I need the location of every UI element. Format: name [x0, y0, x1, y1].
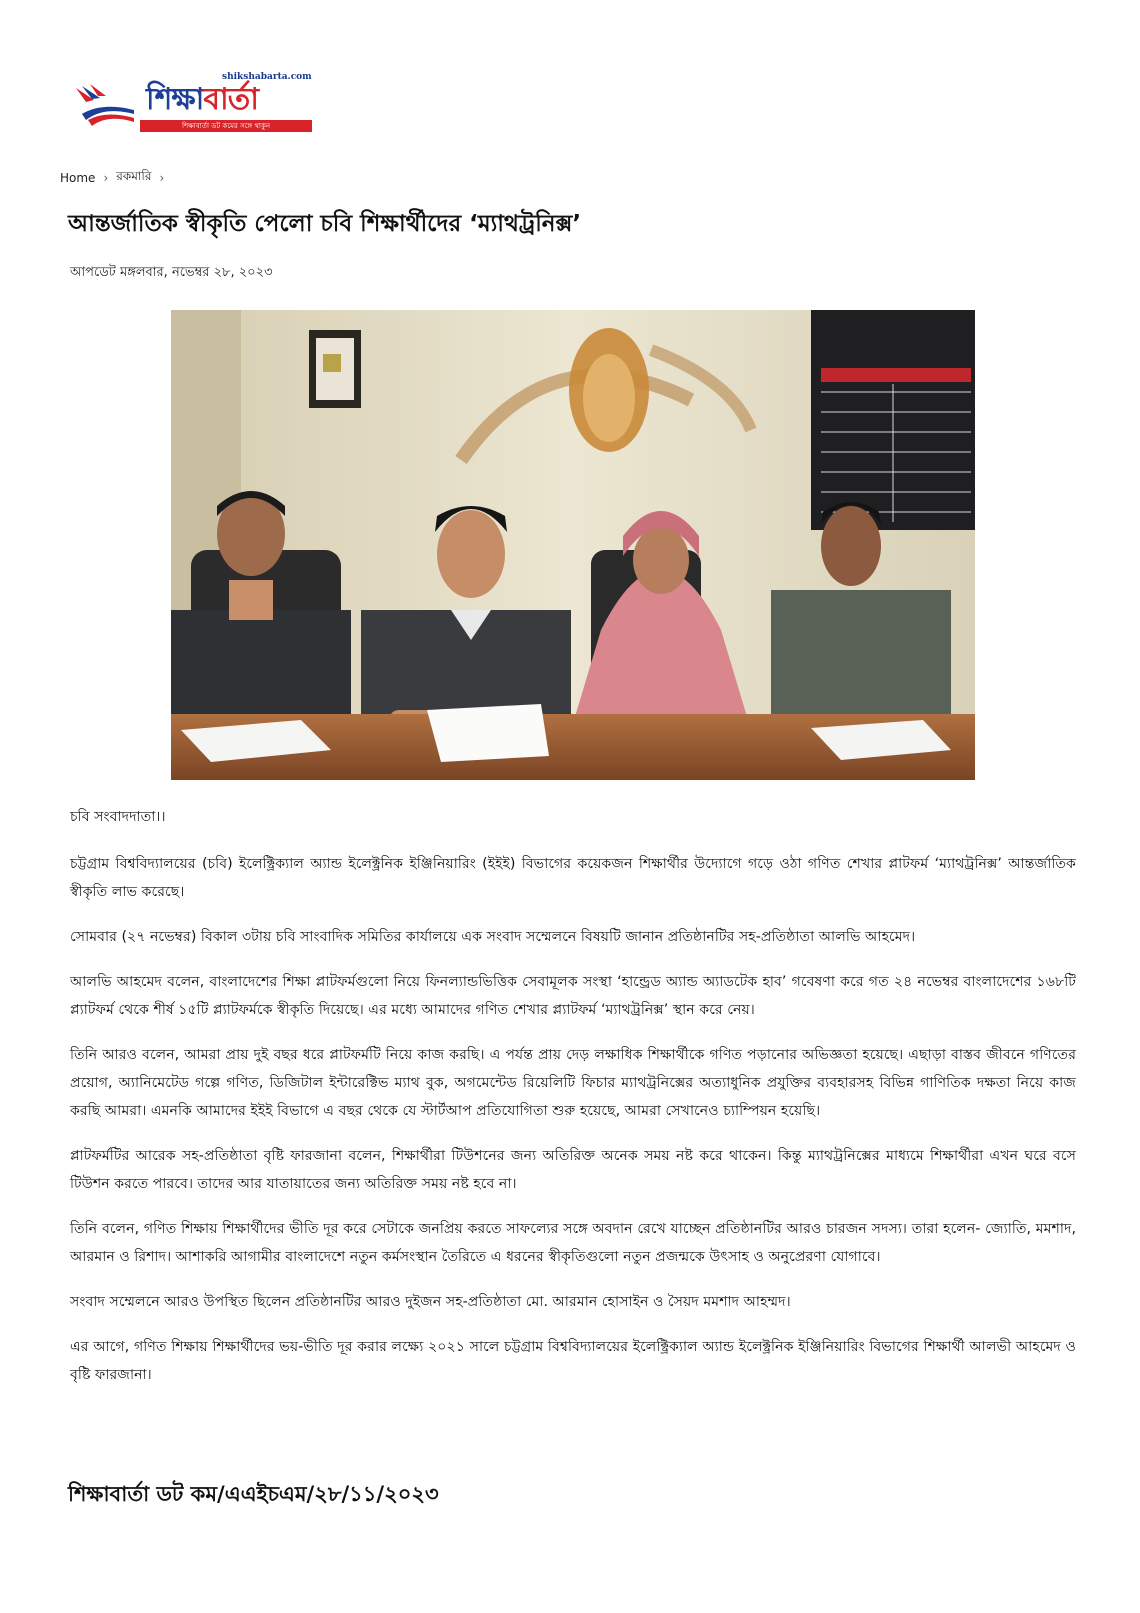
article-paragraph: প্লাটফর্মটির আরেক সহ-প্রতিষ্ঠাতা বৃষ্টি ফারজানা বলেন, শিক্ষার্থীরা টিউশনের জন্য অতিরিক্ত অনেক সময় নষ্ট করে থাকেন। কিন্তু ম্যাথট্রনিক্সের মাধ্যমে শিক্ষার্থীরা এখন ঘরে বসে টিউশন করতে পারবে। তাদের আর যাতায়াতের জন্য অতিরিক্ত সময় নষ্ট হবে না। [70, 1148, 1076, 1192]
article-updated-date: আপডেট মঙ্গলবার, নভেম্বর ২৮, ২০২৩ [70, 265, 273, 280]
article-title: আন্তর্জাতিক স্বীকৃতি পেলো চবি শিক্ষার্থীদের ‘ম্যাথট্রনিক্স’ [68, 211, 582, 237]
breadcrumb-home[interactable]: Home [60, 171, 96, 185]
article-paragraph: তিনি বলেন, গণিত শিক্ষায় শিক্ষার্থীদের ভীতি দূর করে সেটাকে জনপ্রিয় করতে সাফল্যের সঙ্গে অবদান রেখে যাচ্ছেন প্রতিষ্ঠানটির আরও চারজন সদস্য। তারা হলেন- জ্যোতি, মমশাদ, আরমান ও রিশাদ। আশাকরি আগামীর বাংলাদেশে নতুন কর্মসংস্থান তৈরিতে এ ধরনের স্বীকৃতিগুলো নতুন প্রজন্মকে উৎসাহ ও অনুপ্রেরণা যোগাবে। [70, 1221, 1076, 1265]
article-paragraph: এর আগে, গণিত শিক্ষায় শিক্ষার্থীদের ভয়-ভীতি দূর করার লক্ষ্যে ২০২১ সালে চট্টগ্রাম বিশ্ববিদ্যালয়ের ইলেক্ট্রিক্যাল অ্যান্ড ইলেক্ট্রনিক ইঞ্জিনিয়ারিং বিভাগের শিক্ষার্থী আলভী আহমেদ ও বৃষ্টি ফারজানা। [70, 1339, 1076, 1383]
press-conference-image [171, 310, 975, 780]
site-logo[interactable] [72, 72, 312, 138]
article-paragraph: সোমবার (২৭ নভেম্বর) বিকাল ৩টায় চবি সাংবাদিক সমিতির কার্যালয়ে এক সংবাদ সম্মেলনে বিষয়টি জানান প্রতিষ্ঠানটির সহ-প্রতিষ্ঠাতা আলভি আহমেদ। [70, 929, 916, 945]
article-paragraph: চবি সংবাদদাতা।। [70, 809, 166, 825]
article-body [70, 803, 1076, 1406]
breadcrumb [60, 168, 164, 188]
logo-wordmark-part1: শিক্ষা [146, 82, 204, 117]
article-paragraph: আলভি আহমেদ বলেন, বাংলাদেশের শিক্ষা প্লাটফর্মগুলো নিয়ে ফিনল্যান্ডভিত্তিক সেবামূলক সংস্থা ‘হান্ড্রেড অ্যান্ড অ্যাডটেক হাব’ গবেষণা করে গত ২৪ নভেম্বর বাংলাদেশের ১৬৮টি প্ল্যাটফর্ম থেকে শীর্ষ ১৫টি প্ল্যাটফর্মকে স্বীকৃতি দিয়েছে। এর মধ্যে আমাদের গণিত শেখার প্ল্যাটফর্ম ‘ম্যাথট্রনিক্স’ স্থান করে নেয়। [70, 974, 1076, 1018]
article-paragraph: চট্টগ্রাম বিশ্ববিদ্যালয়ের (চবি) ইলেক্ট্রিক্যাল অ্যান্ড ইলেক্ট্রনিক ইঞ্জিনিয়ারিং (ইইই) বিভাগের কয়েকজন শিক্ষার্থীর উদ্যোগে গড়ে ওঠা গণিত শেখার প্লাটফর্ম ‘ম্যাথট্রনিক্স’ আন্তর্জাতিক স্বীকৃতি লাভ করেছে। [70, 856, 1076, 900]
logo-site-url: shikshabarta.com [222, 72, 312, 82]
article-signature: শিক্ষাবার্তা ডট কম/এএইচএম/২৮/১১/২০২৩ [68, 1482, 439, 1506]
article-paragraph: তিনি আরও বলেন, আমরা প্রায় দুই বছর ধরে প্লাটফর্মটি নিয়ে কাজ করছি। এ পর্যন্ত প্রায় দেড় লক্ষাধিক শিক্ষার্থীকে গণিত পড়ানোর অভিজ্ঞতা হয়েছে। এছাড়া বাস্তব জীবনে গণিতের প্রয়োগ, অ্যানিমেটেড গল্পে গণিত, ডিজিটাল ইন্টারেক্টিভ ম্যাথ বুক, অগমেন্টেড রিয়েলিটি ফিচার ম্যাথট্রনিক্সের অত্যাধুনিক প্রযুক্তির ব্যবহারসহ বিভিন্ন গাণিতিক দক্ষতা নিয়ে কাজ করছি আমরা। এমনকি আমাদের ইইই বিভাগে এ বছর থেকে যে স্টার্টআপ প্রতিযোগিতা শুরু হয়েছে, আমরা সেখানেও চ্যাম্পিয়ন হয়েছি। [70, 1047, 1076, 1119]
chevron-right-icon: › [103, 171, 109, 185]
logo-tagline: শিক্ষাবার্তা ডট কমের সঙ্গে থাকুন [140, 120, 312, 132]
article-photo [171, 310, 975, 780]
logo-wordmark [140, 80, 264, 120]
logo-wordmark-part2: বার্তা [203, 82, 258, 117]
chevron-right-icon: › [159, 171, 165, 185]
breadcrumb-category[interactable]: রকমারি [116, 169, 152, 183]
book-wings-icon [72, 80, 142, 130]
article-paragraph: সংবাদ সম্মেলনে আরও উপস্থিত ছিলেন প্রতিষ্ঠানটির আরও দুইজন সহ-প্রতিষ্ঠাতা মো. আরমান হোসাইন ও সৈয়দ মমশাদ আহম্মদ। [70, 1294, 791, 1310]
